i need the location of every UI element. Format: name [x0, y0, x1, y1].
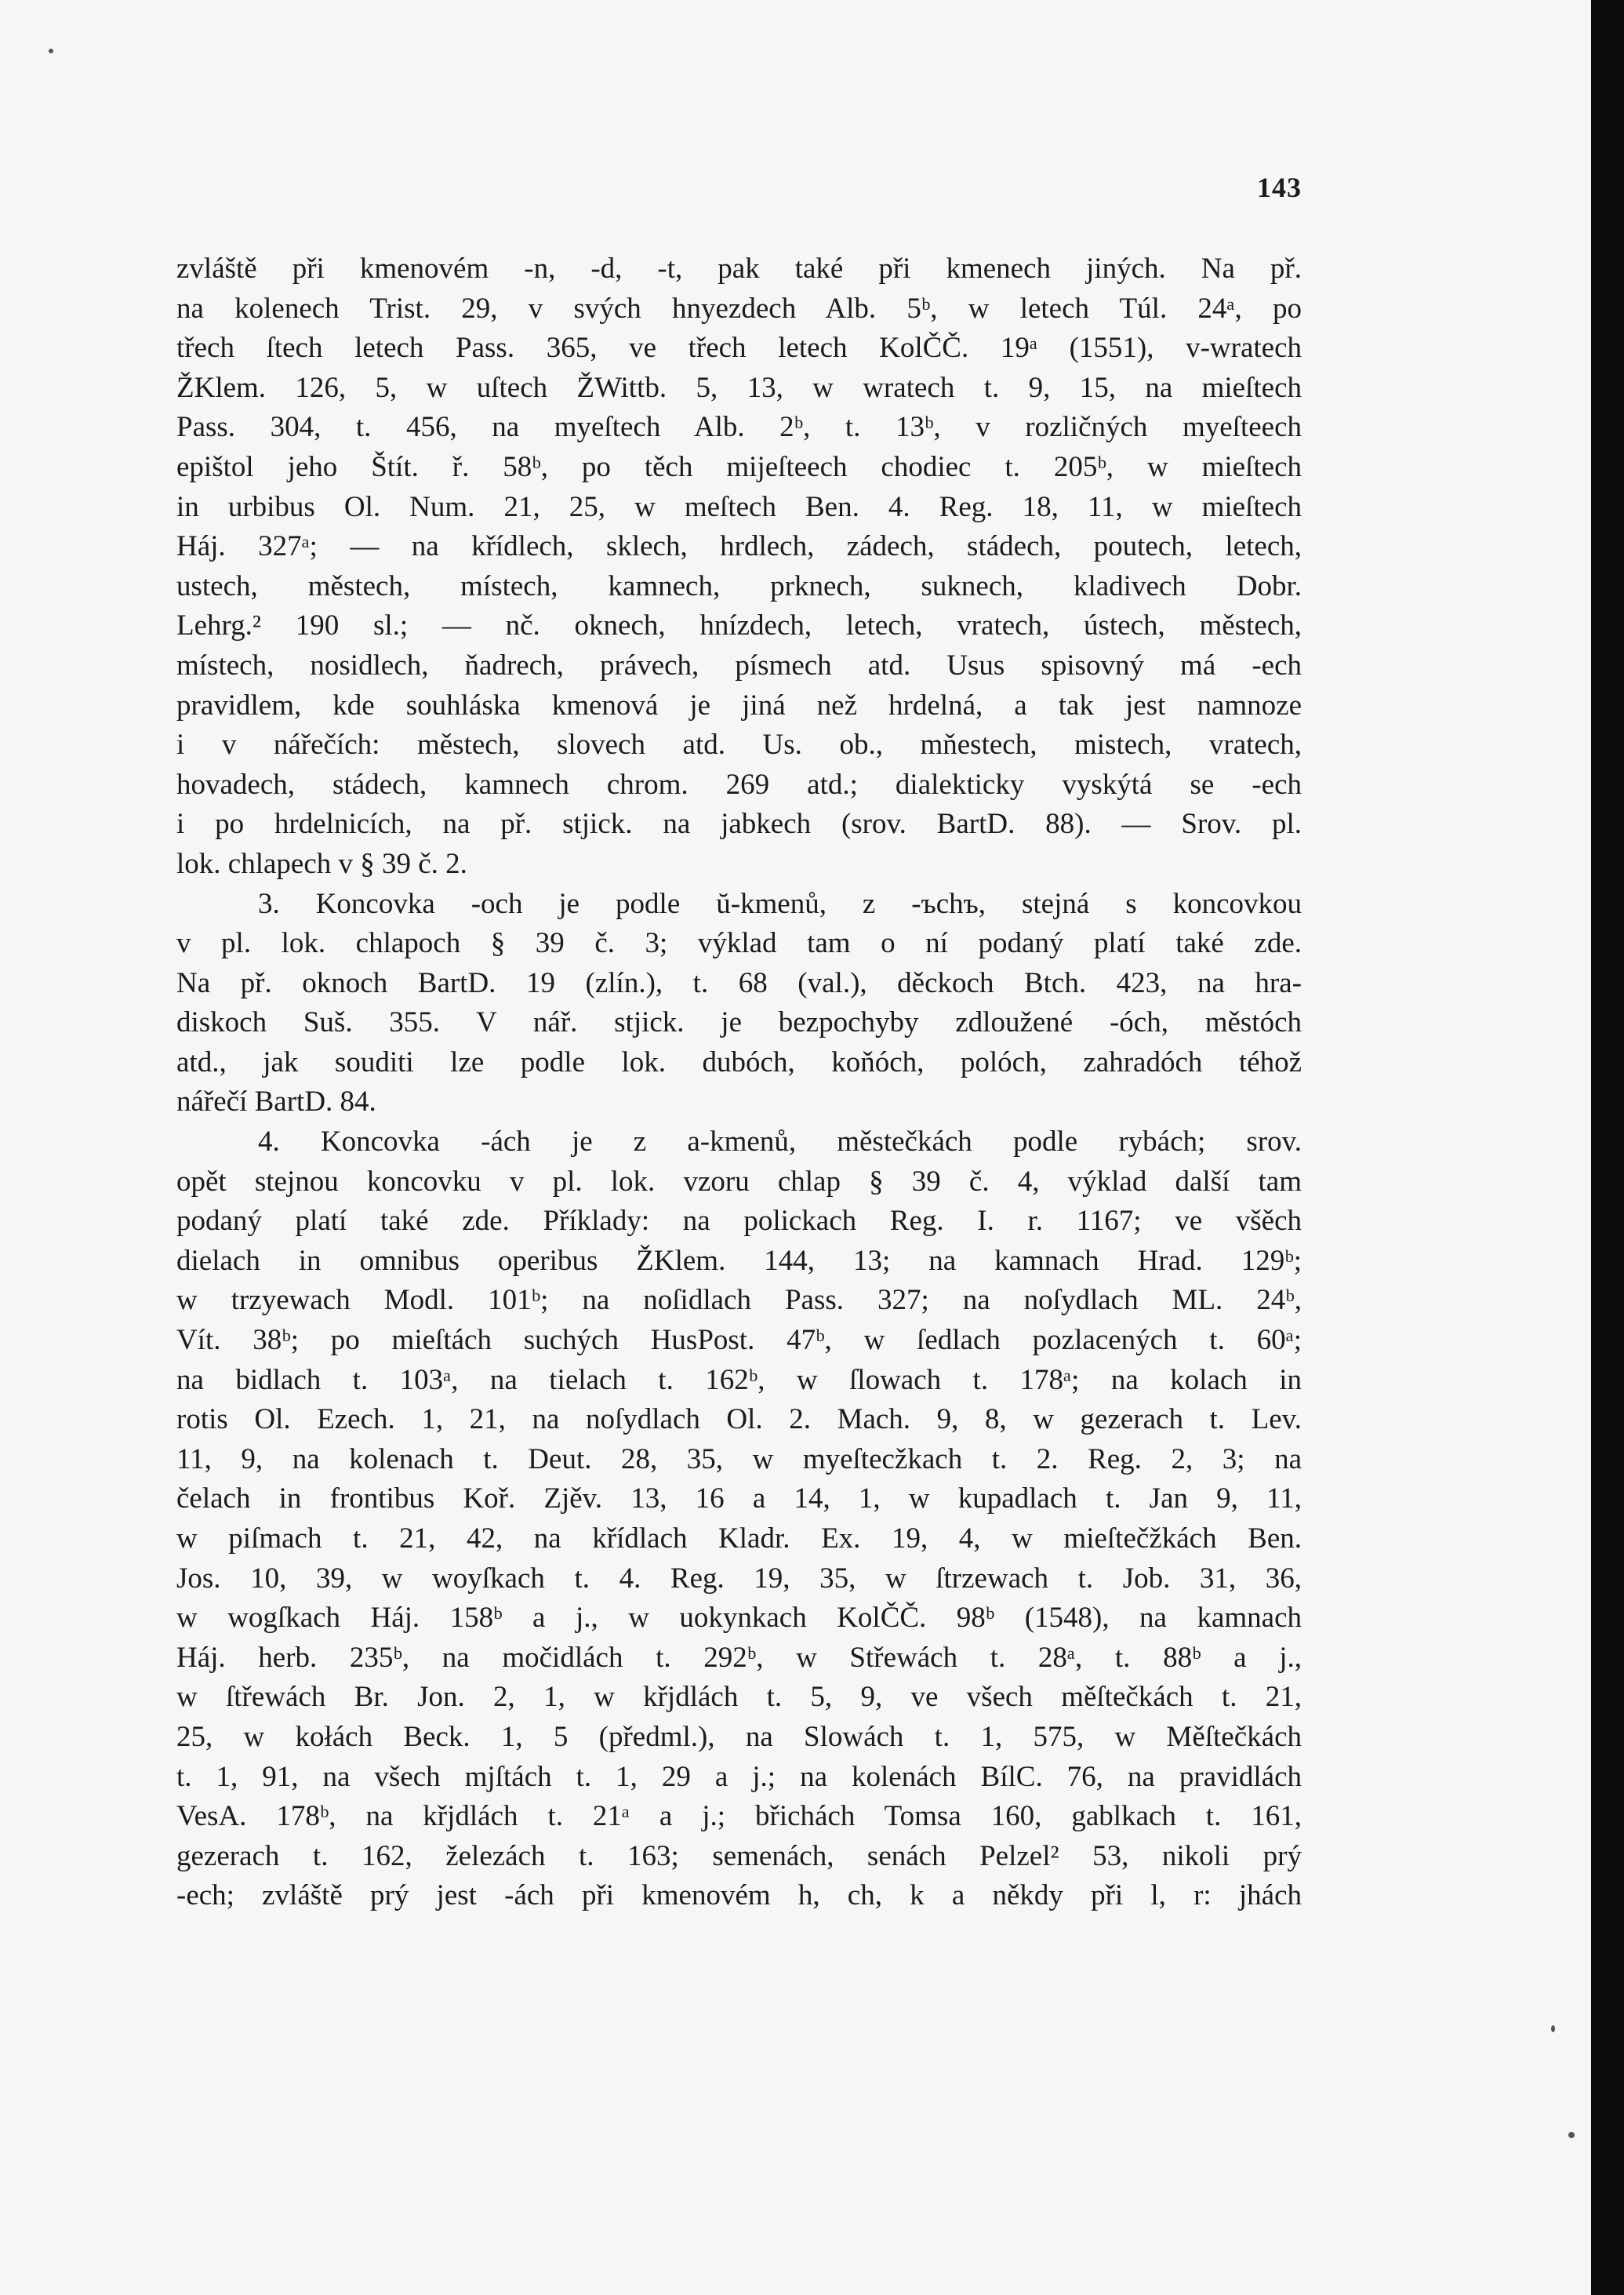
text-line: diskoch Suš. 355. V nář. stjick. je bezpochyby zdloužené -óch, městóch [176, 1006, 1302, 1039]
text-line: 25, w kołách Beck. 1, 5 (předml.), na Slowách t. 1, 575, w Měſtečkách [176, 1720, 1302, 1753]
text-line: 4. Koncovka -ách je z a-kmenů, městečkách podle rybách; srov. [258, 1126, 1302, 1158]
text-line: VesA. 178ᵇ, na křjdlách t. 21ᵃ a j.; břichách Tomsa 160, gablkach t. 161, [176, 1800, 1302, 1833]
text-line: t. 1, 91, na všech mjſtách t. 1, 29 a j.; na kolenách BílC. 76, na pravidlách [176, 1760, 1302, 1793]
text-line: i po hrdelnicích, na př. stjick. na jabkech (srov. BartD. 88). — Srov. pl. [176, 808, 1302, 841]
text-line: w piſmach t. 21, 42, na křídlach Kladr. Ex. 19, 4, w mieſtečžkách Ben. [176, 1522, 1302, 1555]
text-line: podaný platí také zde. Příklady: na polickach Reg. I. r. 1167; ve všěch [176, 1205, 1302, 1238]
text-line: opět stejnou koncovku v pl. lok. vzoru chlap § 39 č. 4, výklad další tam [176, 1165, 1302, 1198]
text-line: 3. Koncovka -och je podle ŭ-kmenů, z -ъchъ, stejná s koncovkou [258, 887, 1302, 920]
text-line: Lehrg.² 190 sl.; — nč. oknech, hnízdech, letech, vratech, ústech, městech, [176, 609, 1302, 642]
text-line: zvláště při kmenovém -n, -d, -t, pak také při kmenech jiných. Na př. [176, 253, 1302, 285]
text-line: na kolenech Trist. 29, v svých hnyezdech Alb. 5ᵇ, w letech Túl. 24ᵃ, po [176, 292, 1302, 325]
text-line: třech ſtech letech Pass. 365, ve třech letech KolČČ. 19ᵃ (1551), v-wratech [176, 332, 1302, 365]
text-line: Vít. 38ᵇ; po mieſtách suchých HusPost. 47ᵇ, w ſedlach pozlacených t. 60ᵃ; [176, 1324, 1302, 1357]
text-line: hovadech, stádech, kamnech chrom. 269 atd.; dialekticky vyskýtá se -ech [176, 768, 1302, 801]
text-line: w ſtřewách Br. Jon. 2, 1, w křjdlách t. 5, 9, ve všech měſtečkách t. 21, [176, 1681, 1302, 1714]
scan-speck [1551, 2025, 1555, 2032]
text-line: atd., jak souditi lze podle lok. dubóch, koňóch, polóch, zahradóch téhož [176, 1046, 1302, 1078]
text-line: Na př. oknoch BartD. 19 (zlín.), t. 68 (val.), děckoch Btch. 423, na hra- [176, 966, 1302, 999]
text-line: i v nářečích: městech, slovech atd. Us. ob., mňestech, mistech, vratech, [176, 729, 1302, 762]
text-line: gezerach t. 162, železách t. 163; semenách, senách Pelzel² 53, nikoli prý [176, 1839, 1302, 1872]
text-line: čelach in frontibus Koř. Zjěv. 13, 16 a 14, 1, w kupadlach t. Jan 9, 11, [176, 1482, 1302, 1515]
scan-speck [49, 49, 53, 53]
text-line: epištol jeho Štít. ř. 58ᵇ, po těch mijeſteech chodiec t. 205ᵇ, w mieſtech [176, 450, 1302, 483]
text-line: ustech, městech, místech, kamnech, prknech, suknech, kladivech Dobr. [176, 569, 1302, 602]
text-line: 11, 9, na kolenach t. Deut. 28, 35, w myeſtecžkach t. 2. Reg. 2, 3; na [176, 1442, 1302, 1475]
text-line: na bidlach t. 103ᵃ, na tielach t. 162ᵇ, w ſlowach t. 178ᵃ; na kolach in [176, 1363, 1302, 1396]
text-line: -ech; zvláště prý jest -ách při kmenovém h, ch, k a někdy při l, r: jhách [176, 1879, 1302, 1912]
text-line: Háj. 327ᵃ; — na křídlech, sklech, hrdlech, zádech, stádech, poutech, letech, [176, 530, 1302, 563]
text-line: dielach in omnibus operibus ŽKlem. 144, 13; na kamnach Hrad. 129ᵇ; [176, 1244, 1302, 1277]
text-line: místech, nosidlech, ňadrech, právech, písmech atd. Usus spisovný má -ech [176, 649, 1302, 682]
text-line: Pass. 304, t. 456, na myeſtech Alb. 2ᵇ, t. 13ᵇ, v rozličných myeſteech [176, 411, 1302, 444]
text-line: w trzyewach Modl. 101ᵇ; na noſidlach Pass. 327; na noſydlach ML. 24ᵇ, [176, 1284, 1302, 1317]
text-line: pravidlem, kde souhláska kmenová je jiná než hrdelná, a tak jest namnoze [176, 689, 1302, 722]
text-line: w wogſkach Háj. 158ᵇ a j., w uokynkach KolČČ. 98ᵇ (1548), na kamnach [176, 1602, 1302, 1635]
text-line: Háj. herb. 235ᵇ, na močidlách t. 292ᵇ, w Střewách t. 28ᵃ, t. 88ᵇ a j., [176, 1641, 1302, 1674]
text-line: in urbibus Ol. Num. 21, 25, w meſtech Ben. 4. Reg. 18, 11, w mieſtech [176, 490, 1302, 523]
text-line: rotis Ol. Ezech. 1, 21, na noſydlach Ol. 2. Mach. 9, 8, w gezerach t. Lev. [176, 1403, 1302, 1436]
page-number: 143 [1257, 172, 1302, 203]
scan-edge-border [1591, 0, 1624, 2295]
text-line: Jos. 10, 39, w woyſkach t. 4. Reg. 19, 35, w ſtrzewach t. Job. 31, 36, [176, 1562, 1302, 1595]
text-line: ŽKlem. 126, 5, w uſtech ŽWittb. 5, 13, w wratech t. 9, 15, na mieſtech [176, 371, 1302, 404]
text-line: lok. chlapech v § 39 č. 2. [176, 847, 467, 880]
scan-speck [1568, 2132, 1575, 2138]
body-text [176, 249, 1302, 1916]
text-line: v pl. lok. chlapoch § 39 č. 3; výklad tam o ní podaný platí také zde. [176, 927, 1302, 960]
text-line: nářečí BartD. 84. [176, 1086, 376, 1118]
